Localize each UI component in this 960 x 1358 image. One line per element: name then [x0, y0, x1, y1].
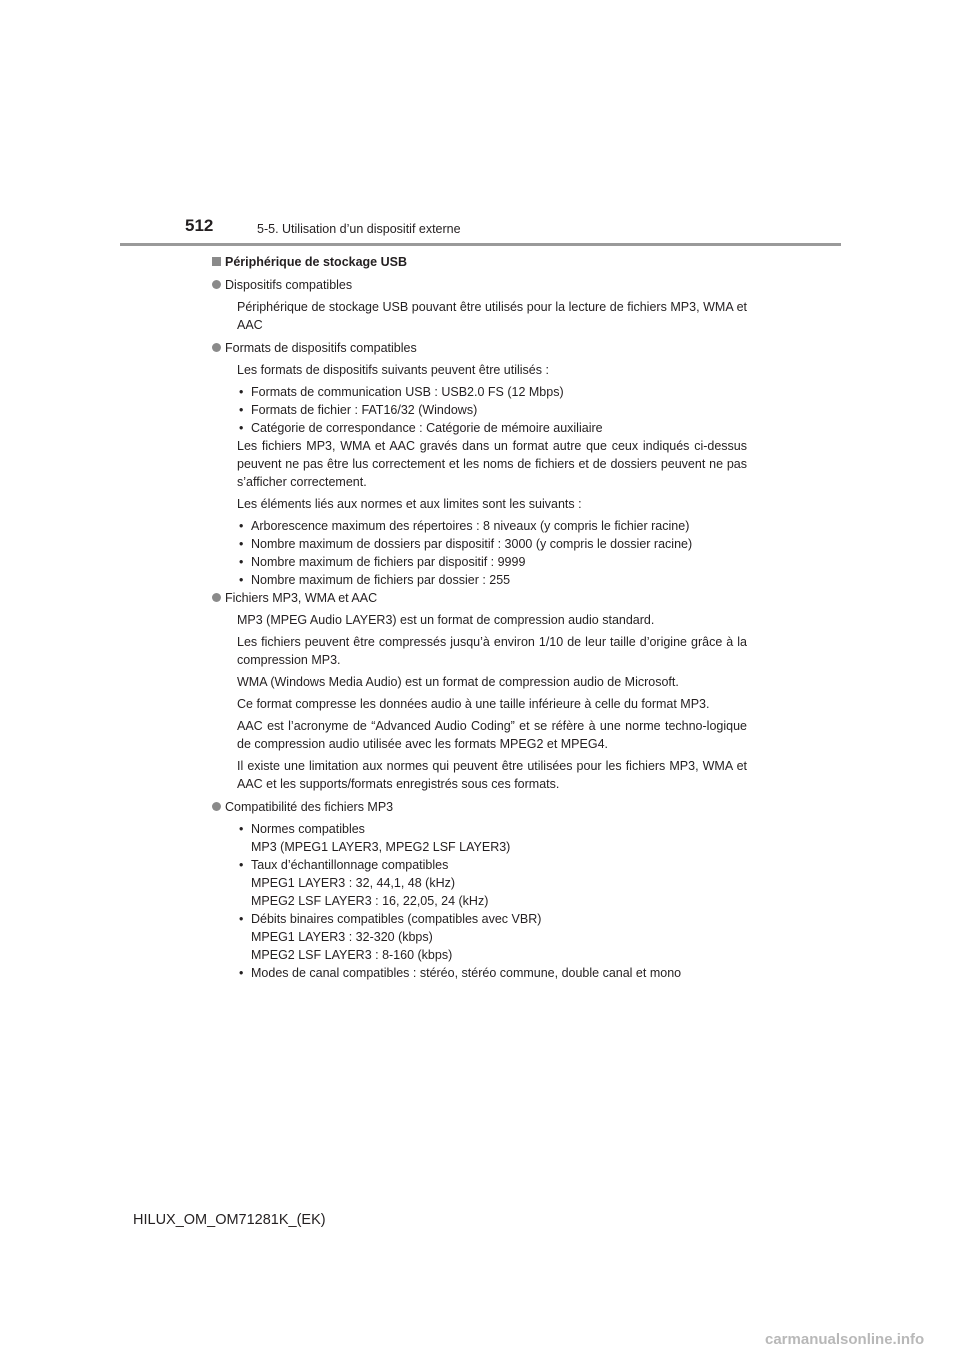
formats-item [212, 339, 747, 357]
list-item: • Nombre maximum de fichiers par dispositif : 9999 [239, 555, 526, 569]
page-content [212, 253, 747, 982]
compat-devices-item [212, 276, 747, 294]
files-title: Fichiers MP3, WMA et AAC [225, 591, 378, 605]
watermark: carmanualsonline.info [765, 1331, 925, 1348]
files-paragraph: Ce format compresse les données audio à une taille inférieure à celle du format MP3. [237, 697, 710, 711]
list-item: • Formats de fichier : FAT16/32 (Windows) [239, 403, 478, 417]
mp3-compat-title: Compatibilité des fichiers MP3 [225, 800, 394, 814]
circle-bullet-icon [212, 343, 221, 352]
formats-intro: Les formats de dispositifs suivants peuvent être utilisés : [237, 363, 549, 377]
list-item: • Taux d’échantillonnage compatibles MPEG1 LAYER3 : 32, 44,1, 48 (kHz) MPEG2 LSF LAYER3 : 16, 22,05, 24 (kHz) [239, 858, 489, 908]
header-divider [120, 243, 841, 246]
limits-list [212, 517, 747, 589]
mp3-compat-item [212, 798, 747, 816]
list-item: • Formats de communication USB : USB2.0 FS (12 Mbps) [239, 385, 564, 399]
formats-list [212, 383, 747, 437]
square-bullet-icon [212, 257, 221, 266]
mp3-compat-list [212, 820, 747, 982]
files-paragraph: Les fichiers peuvent être compressés jusqu’à environ 1/10 de leur taille d’origine grâce à la compression MP3. [237, 635, 747, 667]
files-item [212, 589, 747, 607]
files-paragraph: AAC est l’acronyme de “Advanced Audio Coding” et se réfère à une norme techno-logique de compression audio utilisée avec les formats MPEG2 et MPEG4. [237, 719, 747, 751]
files-paragraph: WMA (Windows Media Audio) est un format de compression audio de Microsoft. [237, 675, 679, 689]
page-number: 512 [185, 216, 214, 235]
circle-bullet-icon [212, 593, 221, 602]
limits-intro: Les éléments liés aux normes et aux limites sont les suivants : [237, 497, 582, 511]
list-item: • Nombre maximum de fichiers par dossier : 255 [239, 573, 511, 587]
list-item: • Catégorie de correspondance : Catégorie de mémoire auxiliaire [239, 421, 603, 435]
usb-storage-heading-text: Périphérique de stockage USB [225, 255, 408, 269]
list-item: • Modes de canal compatibles : stéréo, stéréo commune, double canal et mono [239, 966, 682, 980]
circle-bullet-icon [212, 802, 221, 811]
section-title: 5-5. Utilisation d’un dispositif externe [257, 222, 461, 236]
files-paragraph: Il existe une limitation aux normes qui peuvent être utilisées pour les fichiers MP3, WMA et AAC et les supports/formats enregistrés sous ces formats. [237, 759, 747, 791]
compat-devices-text: Périphérique de stockage USB pouvant être utilisés pour la lecture de fichiers MP3, WMA et AAC [237, 300, 747, 332]
document-code: HILUX_OM_OM71281K_(EK) [133, 1212, 326, 1228]
list-item: • Normes compatibles MP3 (MPEG1 LAYER3, MPEG2 LSF LAYER3) [239, 822, 511, 854]
compat-devices-title: Dispositifs compatibles [225, 278, 353, 292]
files-paragraph: MP3 (MPEG Audio LAYER3) est un format de compression audio standard. [237, 613, 655, 627]
formats-title: Formats de dispositifs compatibles [225, 341, 417, 355]
formats-note: Les fichiers MP3, WMA et AAC gravés dans un format autre que ceux indiqués ci-dessus peuvent ne pas être lus correctement et les noms de fichiers et de dossiers peuvent ne pas s’afficher correctement. [237, 439, 747, 489]
list-item: • Nombre maximum de dossiers par dispositif : 3000 (y compris le dossier racine) [239, 537, 693, 551]
circle-bullet-icon [212, 280, 221, 289]
list-item: • Arborescence maximum des répertoires : 8 niveaux (y compris le fichier racine) [239, 519, 690, 533]
usb-storage-heading [212, 253, 747, 271]
list-item: • Débits binaires compatibles (compatibles avec VBR) MPEG1 LAYER3 : 32-320 (kbps) MPEG2 LSF LAYER3 : 8-160 (kbps) [239, 912, 542, 962]
